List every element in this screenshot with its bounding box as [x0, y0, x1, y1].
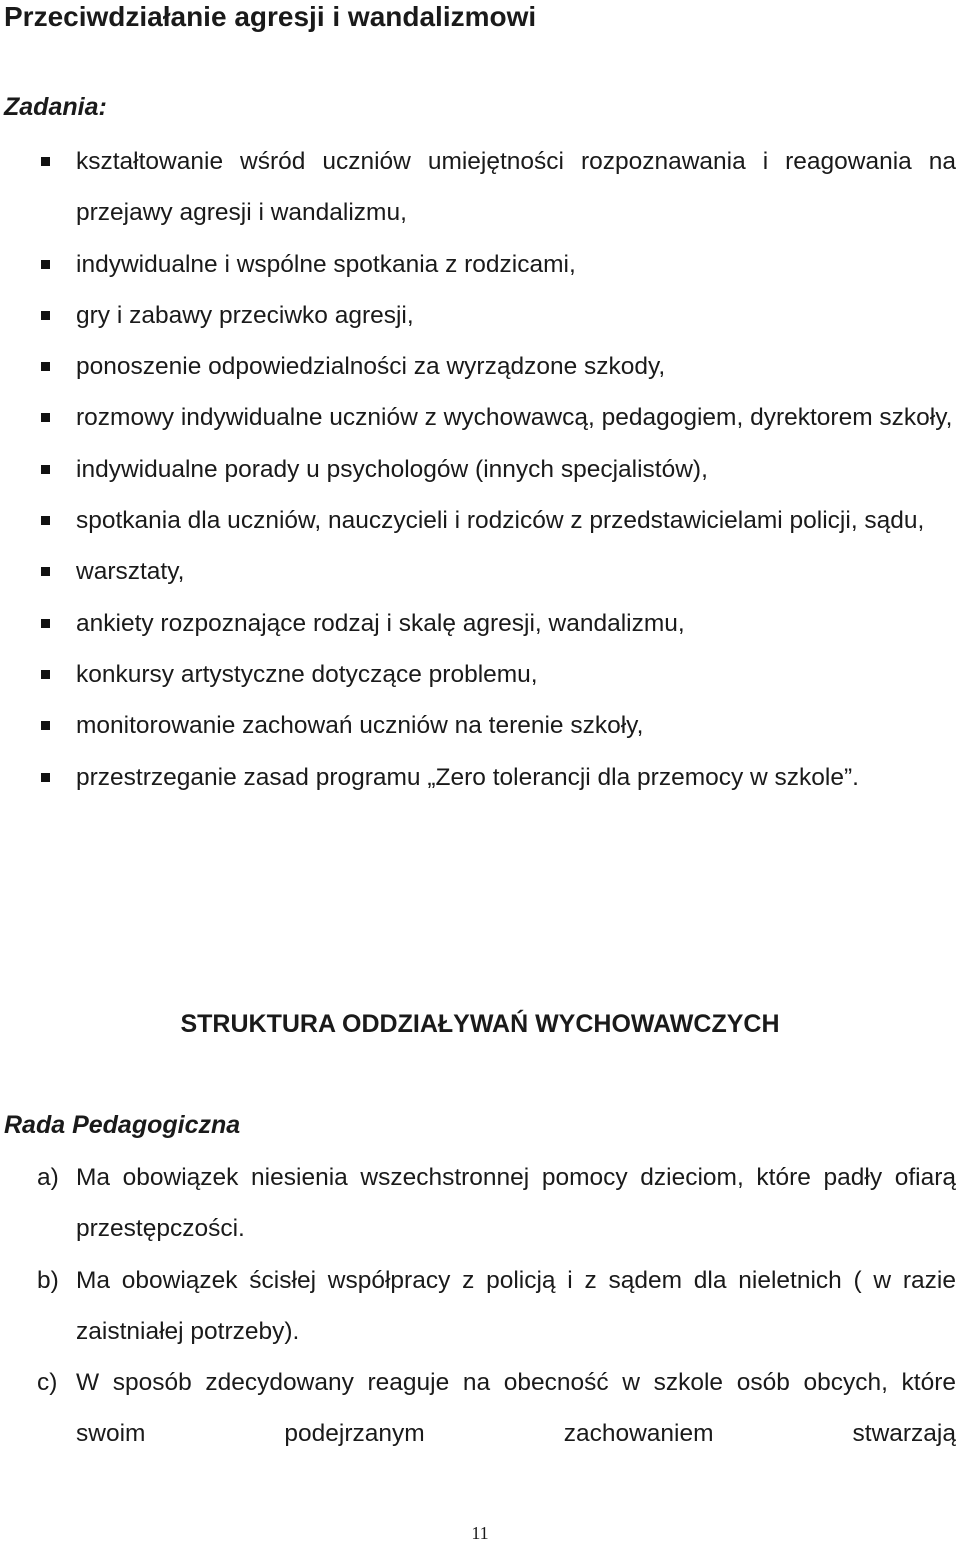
list-item-text: indywidualne i wspólne spotkania z rodzicami, — [76, 250, 576, 278]
list-item-text: monitorowanie zachowań uczniów na terenie szkoły, — [76, 712, 644, 740]
bullet-icon — [41, 721, 50, 730]
list-item — [0, 546, 956, 597]
bullet-icon — [41, 567, 50, 576]
list-item-text: rozmowy indywidualne uczniów z wychowawcą, pedagogiem, dyrektorem szkoły, — [76, 404, 953, 432]
bullet-icon — [41, 260, 50, 269]
list-item — [0, 700, 956, 751]
bullet-icon — [41, 516, 50, 525]
list-item — [0, 495, 956, 546]
list-item-text: kształtowanie wśród uczniów umiejętności rozpoznawania i reagowania na przejawy agresji i wandalizmu, — [76, 148, 956, 227]
list-item — [0, 752, 956, 803]
tasks-list — [0, 136, 960, 803]
list-item-text: warsztaty, — [76, 558, 185, 586]
structure-heading: STRUKTURA ODDZIAŁYWAŃ WYCHOWAWCZYCH — [180, 1010, 780, 1038]
bullet-icon — [41, 773, 50, 782]
list-item — [0, 239, 956, 290]
council-list — [0, 1152, 960, 1460]
list-item — [0, 1152, 956, 1255]
list-item-letter: a) — [37, 1164, 59, 1191]
list-item-text: przestrzeganie zasad programu „Zero tolerancji dla przemocy w szkole”. — [76, 763, 859, 791]
list-item — [0, 598, 956, 649]
bullet-icon — [41, 413, 50, 422]
list-item — [0, 1255, 956, 1358]
list-item-text: ankiety rozpoznające rodzaj i skalę agresji, wandalizmu, — [76, 609, 685, 637]
list-item-text: ponoszenie odpowiedzialności za wyrządzone szkody, — [76, 353, 666, 381]
bullet-icon — [41, 670, 50, 679]
list-item-text: konkursy artystyczne dotyczące problemu, — [76, 660, 538, 688]
list-item-letter: b) — [37, 1266, 59, 1294]
bullet-icon — [41, 465, 50, 474]
bullet-icon — [41, 619, 50, 628]
list-item-text: gry i zabawy przeciwko agresji, — [76, 301, 414, 329]
list-item — [0, 341, 956, 392]
list-item-text: spotkania dla uczniów, nauczycieli i rodziców z przedstawicielami policji, sądu, — [76, 507, 925, 535]
list-item-text: indywidualne porady u psychologów (innych specjalistów), — [76, 455, 708, 483]
list-item — [0, 392, 956, 443]
list-item-text: W sposób zdecydowany reaguje na obecność w szkole osób obcych, które swoim podejrzanym zachowaniem stwarzają — [76, 1369, 956, 1448]
list-item — [0, 649, 956, 700]
list-item — [0, 290, 956, 341]
list-item-text: Ma obowiązek niesienia wszechstronnej pomocy dzieciom, które padły ofiarą przestępczości. — [76, 1164, 956, 1243]
bullet-icon — [41, 311, 50, 320]
page-title: Przeciwdziałanie agresji i wandalizmowi — [4, 1, 537, 32]
list-item — [0, 136, 956, 239]
tasks-label: Zadania: — [4, 93, 107, 121]
list-item — [0, 1357, 956, 1460]
list-item-text: Ma obowiązek ścisłej współpracy z policją i z sądem dla nieletnich ( w razie zaistniałej potrzeby). — [76, 1266, 956, 1345]
list-item — [0, 444, 956, 495]
council-label: Rada Pedagogiczna — [4, 1111, 241, 1139]
bullet-icon — [41, 362, 50, 371]
bullet-icon — [41, 157, 50, 166]
list-item-letter: c) — [37, 1369, 58, 1397]
page-number: 11 — [471, 1523, 489, 1543]
